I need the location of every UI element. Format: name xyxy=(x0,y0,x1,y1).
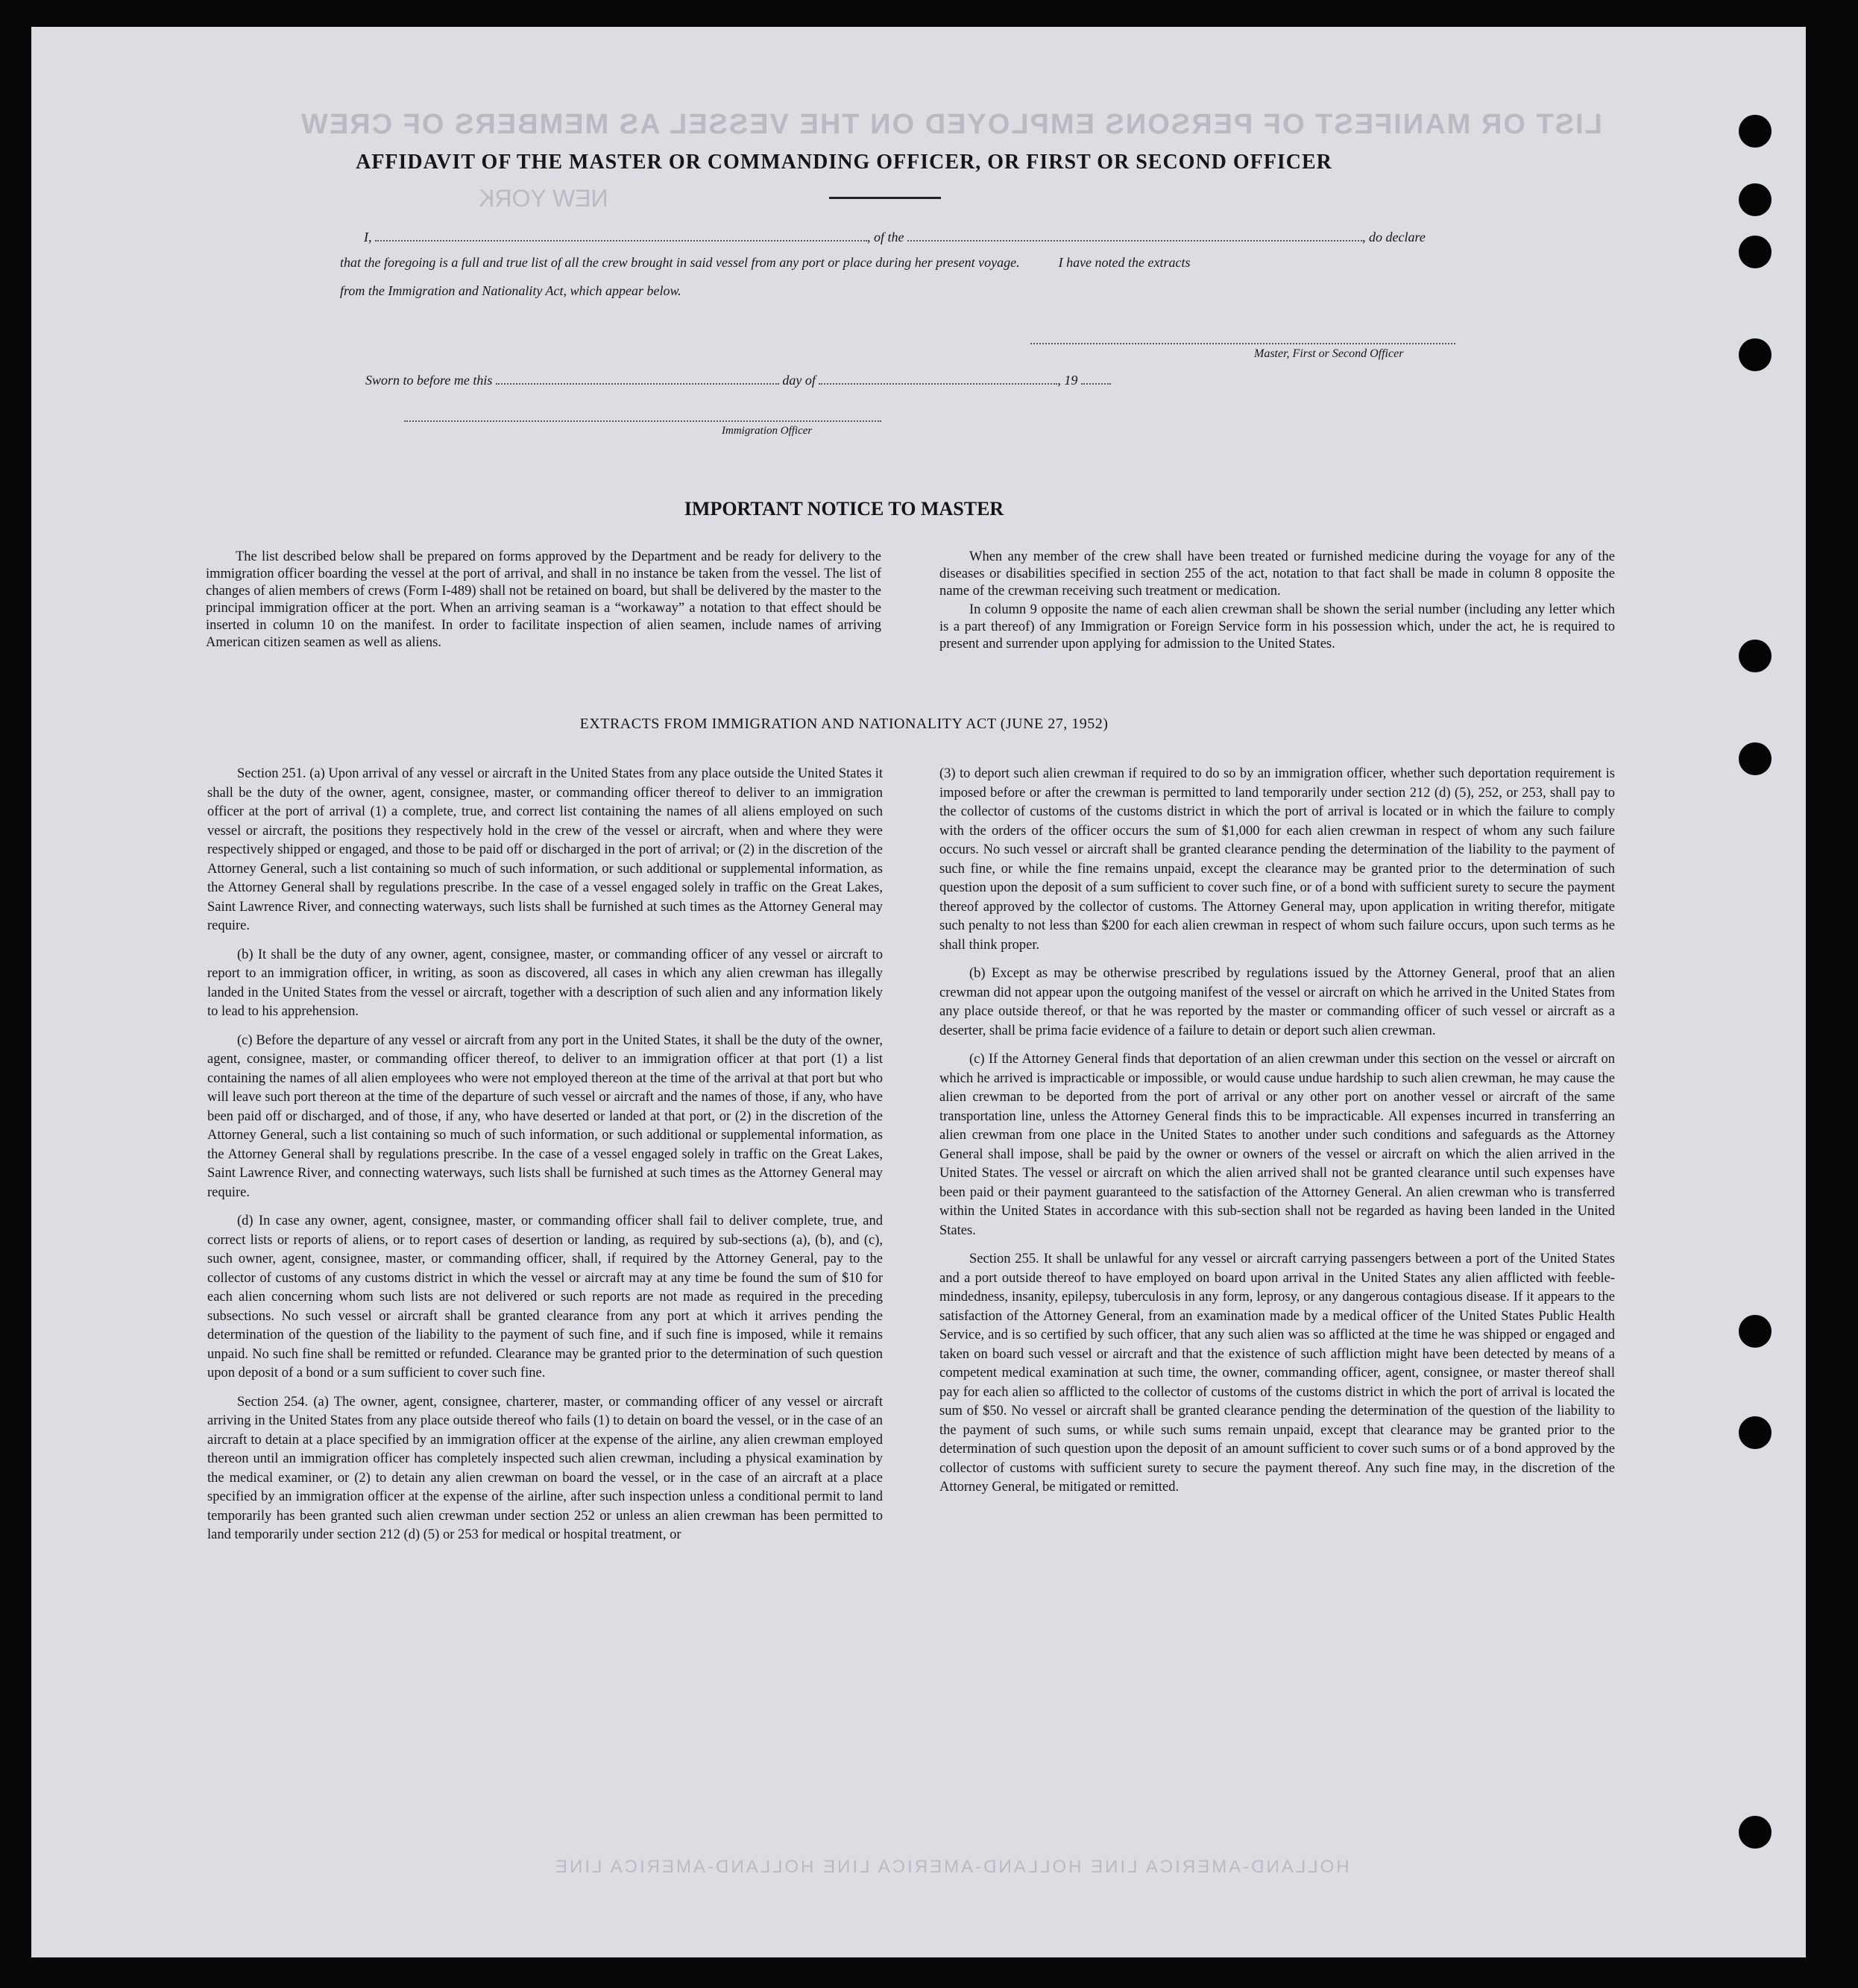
show-through-port: NEW YORK xyxy=(479,185,608,212)
punch-hole xyxy=(1739,640,1772,672)
month-blank xyxy=(819,371,1057,385)
extracts-left-column xyxy=(207,765,883,1555)
name-blank xyxy=(375,228,867,242)
show-through-header: LIST OR MANIFEST OF PERSONS EMPLOYED ON THE VESSEL AS MEMBERS OF CREW xyxy=(300,109,1602,140)
notice-title: IMPORTANT NOTICE TO MASTER xyxy=(684,498,1004,520)
declaration-text-3: from the Immigration and Nationality Act, which appear below. xyxy=(340,283,681,298)
declaration-declare: , do declare xyxy=(1362,230,1426,244)
year-blank xyxy=(1081,371,1111,385)
title-rule xyxy=(829,197,941,199)
document-page xyxy=(31,27,1806,1957)
show-through-footer: HOLLAND-AMERICA LINE HOLLAND-AMERICA LINE HOLLAND-AMERICA LINE xyxy=(553,1857,1350,1877)
punch-hole xyxy=(1739,338,1772,371)
section-251-d: (d) In case any owner, agent, consignee, master, or commanding officer shall fail to deliver complete, true, and correct lists or reports of aliens, or to report cases of desertion or landing, as required by sub-sections (a), (b), and (c), such owner, agent, consignee, master, or commanding officer, shall, if required by the Attorney General, pay to the collector of customs of any customs district in which the vessel or aircraft may at any time be found the sum of $10 for each alien concerning whom such lists are not delivered or such reports are not made as required in the preceding subsections. No such vessel or aircraft shall be granted clearance from any port at which it arrives pending the determination of the question of the liability to the payment of such fine, and if such fine is imposed, while it remains unpaid. No such fine shall be remitted or refunded. Clearance may be granted prior to the determination of such question upon deposit of a bond or a sum sufficient to cover such fine. xyxy=(207,1214,883,1380)
immigration-signature-line xyxy=(404,420,881,422)
sworn-day-blank xyxy=(496,371,779,385)
notice-left-column xyxy=(206,549,881,653)
sworn-line: Sworn to before me this day of , 19 xyxy=(365,371,1111,388)
affidavit-title: AFFIDAVIT OF THE MASTER OR COMMANDING OFFICER, OR FIRST OR SECOND OFFICER xyxy=(356,151,1332,174)
punch-hole xyxy=(1739,1416,1772,1449)
punch-hole xyxy=(1739,742,1772,775)
punch-hole xyxy=(1739,183,1772,216)
punch-hole xyxy=(1739,236,1772,268)
section-254-c: (c) If the Attorney General finds that deportation of an alien crewman under this section on the vessel or aircraft on which he arrived is impracticable or impossible, or would cause undue hardship to such alien crewman, he may cause the alien crewman to be deported from the port of arrival or any other port on another vessel or aircraft of the same transportation line, unless the Attorney General finds this to be impracticable. All expenses incurred in transferring an alien crewman from one place in the United States to another under such conditions and safeguards as the Attorney General shall impose, shall be paid by the owner or owners of the vessel or aircraft on which the alien arrived in the United States. The vessel or aircraft on which the alien arrived shall not be granted clearance until such expenses have been paid or their payment guaranteed to the satisfaction of the Attorney General. An alien crewman who is transferred within the United States in accordance with this sub-section shall not be regarded as having been landed in the United States. xyxy=(939,1052,1615,1238)
notice-right-paragraph-1: When any member of the crew shall have been treated or furnished medicine during the voyage for any of the diseases or disabilities specified in section 255 of the act, notation to that fact shall be made in column 8 opposite the name of the crewman receiving such treatment or medication. xyxy=(939,549,1615,599)
punch-hole xyxy=(1739,1816,1772,1849)
section-254-b: (b) Except as may be otherwise prescribed by regulations issued by the Attorney General, proof that an alien crewman did not appear upon the outgoing manifest of the vessel or aircraft on which he arrived in the United States from any place outside thereof, or that he was reported by the master or commanding officer of such vessel or aircraft as a deserter, shall be prima facie evidence of a failure to detain or deport such alien crewman. xyxy=(939,966,1615,1038)
declaration-of-the: , of the xyxy=(867,230,904,244)
notice-left-paragraph: The list described below shall be prepared on forms approved by the Department and be ready for delivery to the immigration officer boarding the vessel at the port of arrival, and shall in no instance be taken from the vessel. The list of changes of alien members of crews (Form I-489) shall not be retained on board, but shall be delivered by the master to the principal immigration officer at the port. When an arriving seaman is a “workaway” a notation to that effect should be inserted in column 10 on the manifest. In order to facilitate inspection of alien seamen, include names of arriving American citizen seamen as well as aliens. xyxy=(206,549,881,650)
vessel-blank xyxy=(907,228,1362,242)
officer-caption: Master, First or Second Officer xyxy=(1254,347,1404,360)
section-251-c: (c) Before the departure of any vessel or aircraft from any port in the United States, it shall be the duty of the owner, agent, consignee, master, or commanding officer thereof, to deliver to an immigration officer at that port (1) a list containing the names of all alien employees who were not employed thereon at the time of the arrival at that port but who will leave such port thereon at the time of the departure of such vessel or aircraft and the names of those, if any, who have been paid off or discharged, and of those, if any, who have deserted or landed at that port, or (2) in the discretion of the Attorney General, such a list containing so much of such information, or such additional or supplemental information, as the Attorney General shall by regulations prescribe. In the case of a vessel engaged solely in traffic on the Great Lakes, Saint Lawrence River, and connecting waterways, such lists shall be furnished at such times as the Attorney General may require. xyxy=(207,1032,883,1200)
notice-right-paragraph-2: In column 9 opposite the name of each alien crewman shall be shown the serial number (including any letter which is a part thereof) of any Immigration or Foreign Service form in his possession which, under the act, he is required to present and surrender upon applying for admission to the United States. xyxy=(939,602,1615,651)
section-255: Section 255. It shall be unlawful for any vessel or aircraft carrying passengers between a port of the United States and a port outside thereof to have employed on board upon arrival in the United States any alien afflicted with feeble-mindedness, insanity, epilepsy, tuberculosis in any form, leprosy, or any dangerous contagious disease. If it appears to the satisfaction of the Attorney General, from an examination made by a medical officer of the United States Public Health Service, and is so certified by such officer, that any such alien was so afflicted at the time he was shipped or engaged and taken on board such vessel or aircraft and that the existence of such affliction might have been detected by means of a competent medical examination at such time, the owner, commanding officer, agent, consignee, or master thereof shall pay for each alien so afflicted to the collector of customs of the customs district in which the port of arrival is located the sum of $50. No vessel or aircraft shall be granted clearance pending the determination of the question of the liability to the payment of such sums, or while such sums remain unpaid, except that clearance may be granted prior to the determination of such question upon the deposit of an amount sufficient to cover such sums or of a bond approved by the collector of customs with sufficient surety to secure the payment thereof. Any such fine may, in the discretion of the Attorney General, be mitigated or remitted. xyxy=(939,1252,1615,1495)
punch-hole xyxy=(1739,115,1772,148)
declaration-text-2: that the foregoing is a full and true list of all the crew brought in said vessel from any port or place during her present voyage. I have noted the extracts xyxy=(340,255,1191,270)
section-254-a: Section 254. (a) The owner, agent, consignee, charterer, master, or commanding officer of any vessel or aircraft arriving in the United States from any place outside thereof who fails (1) to detain on board the vessel, or in the case of an aircraft to detain at a place specified by an immigration officer at the expense of the airline, any alien crewman employed thereon until an immigration officer has completely inspected such alien crewman, including a physical examination by the medical examiner, or (2) to detain any alien crewman on board the vessel, or in the case of an aircraft at a place specified by an immigration officer at the expense of the airline, after such inspection unless a conditional permit to land temporarily has been granted such alien crewman under section 252 or unless an alien crewman has been permitted to land temporarily under section 212 (d) (5) or 253 for medical or hospital treatment, or xyxy=(207,1394,883,1542)
declaration-line xyxy=(364,228,1426,245)
punch-hole xyxy=(1739,1315,1772,1348)
section-251-b: (b) It shall be the duty of any owner, agent, consignee, master, or commanding officer of any vessel or aircraft to report to an immigration officer, in writing, as soon as discovered, all cases in which any alien crewman has illegally landed in the United States from the vessel or aircraft, together with a description of such alien and any information likely to lead to his apprehension. xyxy=(207,947,883,1019)
day-of: day of xyxy=(782,373,816,388)
officer-signature-line xyxy=(1030,343,1455,344)
immigration-caption: Immigration Officer xyxy=(722,425,813,437)
year-prefix: , 19 xyxy=(1057,373,1078,388)
extracts-right-column xyxy=(939,765,1615,1507)
extracts-title: EXTRACTS FROM IMMIGRATION AND NATIONALITY ACT (JUNE 27, 1952) xyxy=(579,716,1109,732)
notice-right-column xyxy=(939,549,1615,654)
section-254-a-cont: (3) to deport such alien crewman if required to do so by an immigration officer, whether such deportation requirement is imposed before or after the crewman is permitted to land temporarily under section 212 (d) (5), 252, or 253, shall pay to the collector of customs of the customs district in which the port of arrival is located or in which the failure to comply with the orders of the officer occurs the sum of $1,000 for each alien crewman in respect of whom any such failure occurs. No such vessel or aircraft shall be granted clearance pending the determination of the liability to the payment of such fine, or while the fine remains unpaid, except the clearance may be granted prior to the determination of such question upon the deposit of a sum sufficient to cover such fine, or of a bond with sufficient surety to secure the payment thereof approved by the collector of customs. The Attorney General may, upon application in writing therefor, mitigate such penalty to not less than $200 for each alien crewman in respect of whom such failure occurs, upon such terms as he shall think proper. xyxy=(939,766,1615,953)
section-251-a: Section 251. (a) Upon arrival of any vessel or aircraft in the United States from any place outside the United States it shall be the duty of the owner, agent, consignee, master, or commanding officer thereof to deliver to an immigration officer at the port of arrival (1) a complete, true, and correct list containing the names of all aliens employed on such vessel or aircraft, the positions they respectively hold in the crew of the vessel or aircraft, when and where they were respectively shipped or engaged, and those to be paid off or discharged in the port of arrival; or (2) in the discretion of the Attorney General, such a list containing so much of such information, or such additional or supplemental information, as the Attorney General shall by regulations prescribe. In the case of a vessel engaged solely in traffic on the Great Lakes, Saint Lawrence River, and connecting waterways, such lists shall be furnished at such times as the Attorney General may require. xyxy=(207,766,883,933)
declaration-i: I, xyxy=(364,230,372,244)
